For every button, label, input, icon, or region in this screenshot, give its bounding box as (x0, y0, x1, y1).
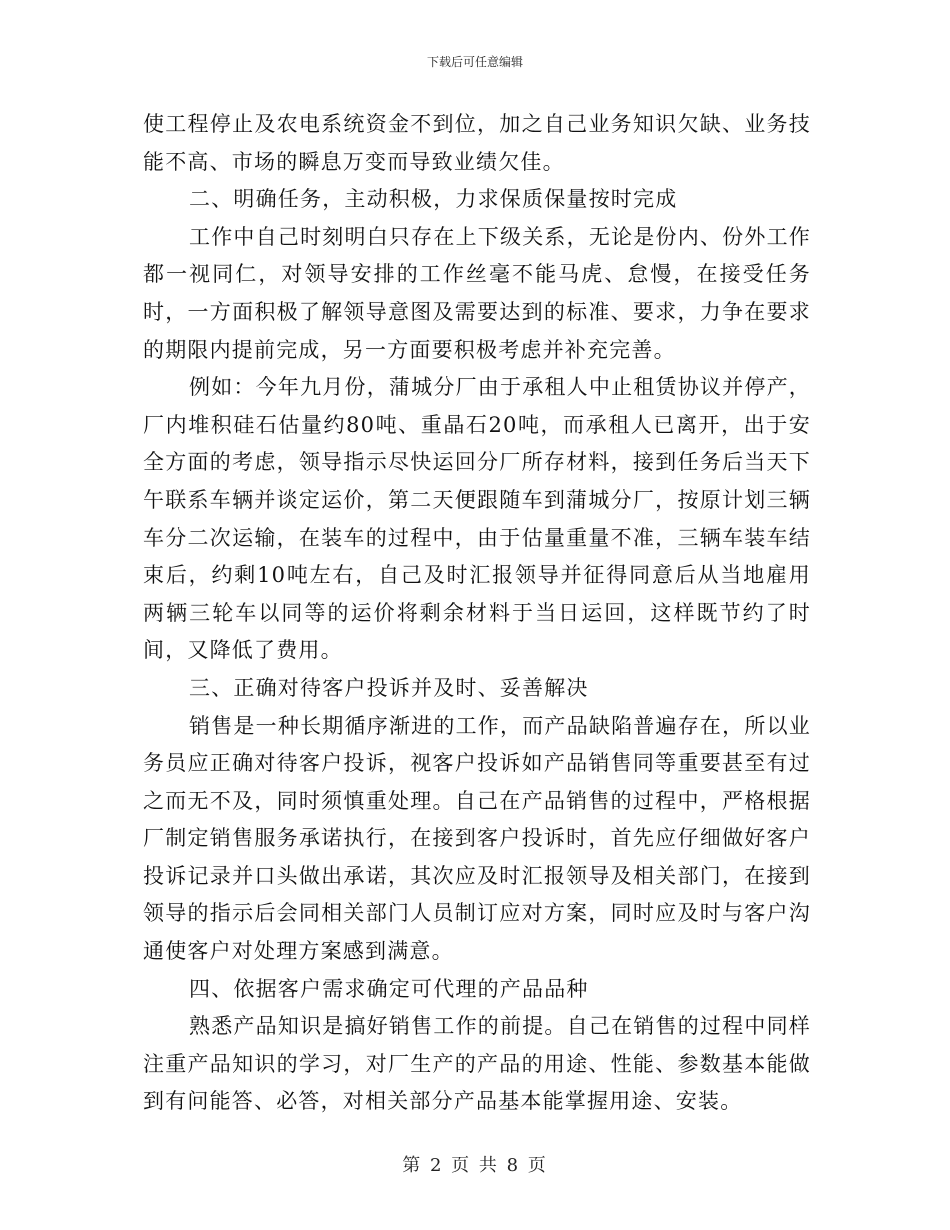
page-header-note: 下载后可任意编辑 (426, 55, 523, 69)
section-heading: 四、依据客户需求确定可代理的产品品种 (189, 976, 589, 1001)
page-number-footer: 第 2 页 共 8 页 (402, 1155, 548, 1176)
paragraph: 熟悉产品知识是搞好销售工作的前提。自己在销售的过程中同样注重产品知识的学习，对厂生产的产品的用途、性能、参数基本能做到有问能答、必答，对相关部分产品基本能掌握用途、安装。 (143, 1014, 811, 1114)
paragraph: 工作中自己时刻明白只存在上下级关系，无论是份内、份外工作都一视同仁，对领导安排的工作丝毫不能马虎、怠慢，在接受任务时，一方面积极了解领导意图及需要达到的标准、要求，力争在要求的期限内提前完成，另一方面要积极考虑并补充完善。 (143, 224, 811, 362)
paragraph: 销售是一种长期循序渐进的工作，而产品缺陷普遍存在，所以业务员应正确对待客户投诉，视客户投诉如产品销售同等重要甚至有过之而无不及，同时须慎重处理。自己在产品销售的过程中，严格根据厂制定销售服务承诺执行，在接到客户投诉时，首先应仔细做好客户投诉记录并口头做出承诺，其次应及时汇报领导及相关部门，在接到领导的指示后会同相关部门人员制订应对方案，同时应及时与客户沟通使客户对处理方案感到满意。 (143, 713, 811, 964)
paragraph: 例如：今年九月份，蒲城分厂由于承租人中止租赁协议并停产，厂内堆积硅石估量约80吨、重晶石20吨，而承租人已离开，出于安全方面的考虑，领导指示尽快运回分厂所存材料，接到任务后当天下午联系车辆并谈定运价，第二天便跟随车到蒲城分厂，按原计划三辆车分二次运输，在装车的过程中，由于估量重量不准，三辆车装车结束后，约剩10吨左右，自己及时汇报领导并征得同意后从当地雇用两辆三轮车以同等的运价将剩余材料于当日运回，这样既节约了时间，又降低了费用。 (143, 375, 811, 663)
section-heading: 二、明确任务，主动积极，力求保质保量按时完成 (189, 187, 678, 212)
document-body (143, 106, 811, 1121)
paragraph: 使工程停止及农电系统资金不到位，加之自己业务知识欠缺、业务技能不高、市场的瞬息万变而导致业绩欠佳。 (143, 112, 811, 174)
section-heading: 三、正确对待客户投诉并及时、妥善解决 (189, 675, 589, 700)
